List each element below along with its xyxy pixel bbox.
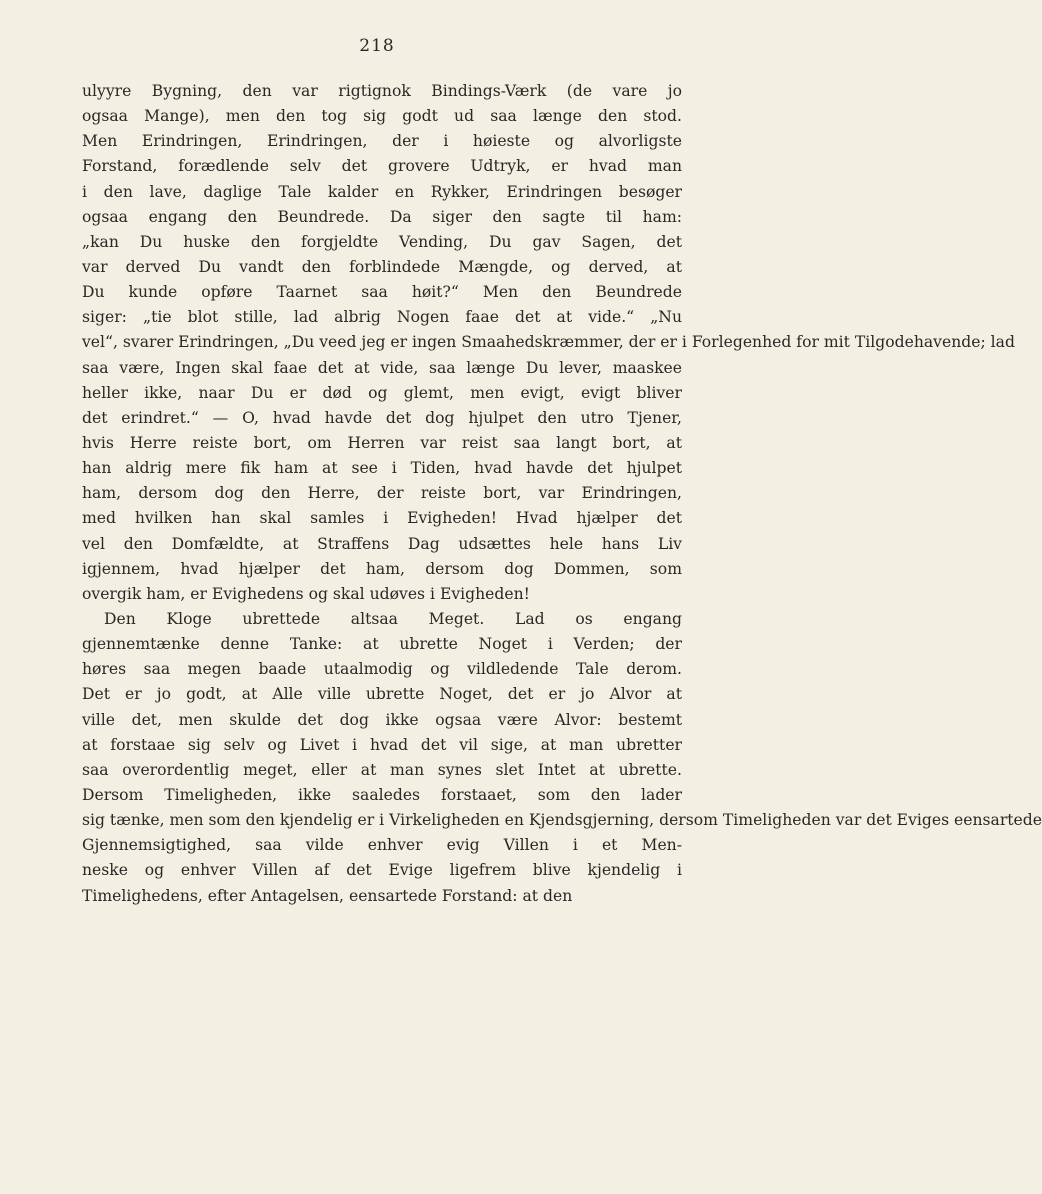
text-line: ville det, men skulde det dog ikke ogsaa være Alvor: bestemt [82, 710, 682, 729]
text-line: sig tænke, men som den kjendelig er i Virkeligheden en Kjendsgjerning, dersom Timeligheden var det Eviges eensartede [82, 811, 1042, 830]
text-line: igjennem, hvad hjælper det ham, dersom dog Dommen, som [82, 559, 682, 578]
text-line: Men Erindringen, Erindringen, der i høieste og alvorligste [82, 132, 682, 151]
text-line: heller ikke, naar Du er død og glemt, men evigt, evigt bliver [82, 383, 682, 402]
text-line: ogsaa Mange), men den tog sig godt ud saa længe den stod. [82, 107, 682, 126]
text-line: han aldrig mere fik ham at see i Tiden, hvad havde det hjulpet [82, 459, 682, 478]
text-line: i den lave, daglige Tale kalder en Rykker, Erindringen besøger [82, 182, 682, 201]
text-line: Den Kloge ubrettede altsaa Meget. Lad os engang [104, 609, 682, 628]
text-line: overgik ham, er Evighedens og skal udøves i Evigheden! [82, 584, 530, 603]
text-line: ulyyre Bygning, den var rigtignok Bindings-Værk (de vare jo [82, 82, 682, 100]
text-line: Timelighedens, efter Antagelsen, eensartede Forstand: at den [82, 886, 573, 905]
text-line: vel den Domfældte, at Straffens Dag udsættes hele hans Liv [82, 534, 682, 553]
text-line: gjennemtænke denne Tanke: at ubrette Noget i Verden; der [82, 635, 682, 654]
text-line: saa overordentlig meget, eller at man synes slet Intet at ubrette. [82, 760, 682, 779]
page-number: 218 [359, 36, 395, 56]
text-line: ham, dersom dog den Herre, der reiste bort, var Erindringen, [82, 484, 682, 503]
text-line: Dersom Timeligheden, ikke saaledes forstaaet, som den lader [82, 785, 682, 804]
text-line: var derved Du vandt den forblindede Mængde, og derved, at [82, 257, 682, 276]
text-line: Det er jo godt, at Alle ville ubrette Noget, det er jo Alvor at [82, 685, 682, 704]
text-line: vel“, svarer Erindringen, „Du veed jeg er ingen Smaahedskræmmer, der er i Forlegenhed for mit Tilgodehavende; lad [82, 333, 1015, 352]
text-line: Forstand, forædlende selv det grovere Udtryk, er hvad man [82, 157, 682, 176]
text-line: det erindret.“ — O, hvad havde det dog hjulpet den utro Tjener, [82, 408, 682, 427]
text-line: ogsaa engang den Beundrede. Da siger den sagte til ham: [82, 207, 682, 226]
text-line: at forstaae sig selv og Livet i hvad det vil sige, at man ubretter [82, 735, 682, 754]
text-line: Du kunde opføre Taarnet saa høit?“ Men den Beundrede [82, 283, 682, 302]
paragraph [82, 79, 1015, 607]
body-text [82, 79, 1042, 909]
text-line: Gjennemsigtighed, saa vilde enhver evig Villen i et Men- [82, 836, 682, 855]
text-line: saa være, Ingen skal faae det at vide, saa længe Du lever, maaskee [82, 358, 682, 377]
text-line: høres saa megen baade utaalmodig og vildledende Tale derom. [82, 660, 682, 679]
text-line: neske og enhver Villen af det Evige ligefrem blive kjendelig i [82, 861, 682, 880]
paragraph [82, 607, 1042, 909]
text-line: siger: „tie blot stille, lad albrig Nogen faae det at vide.“ „Nu [82, 308, 682, 327]
text-line: hvis Herre reiste bort, om Herren var reist saa langt bort, at [82, 433, 682, 452]
text-line: med hvilken han skal samles i Evigheden! Hvad hjælper det [82, 509, 682, 528]
text-line: „kan Du huske den forgjeldte Vending, Du gav Sagen, det [82, 232, 682, 251]
